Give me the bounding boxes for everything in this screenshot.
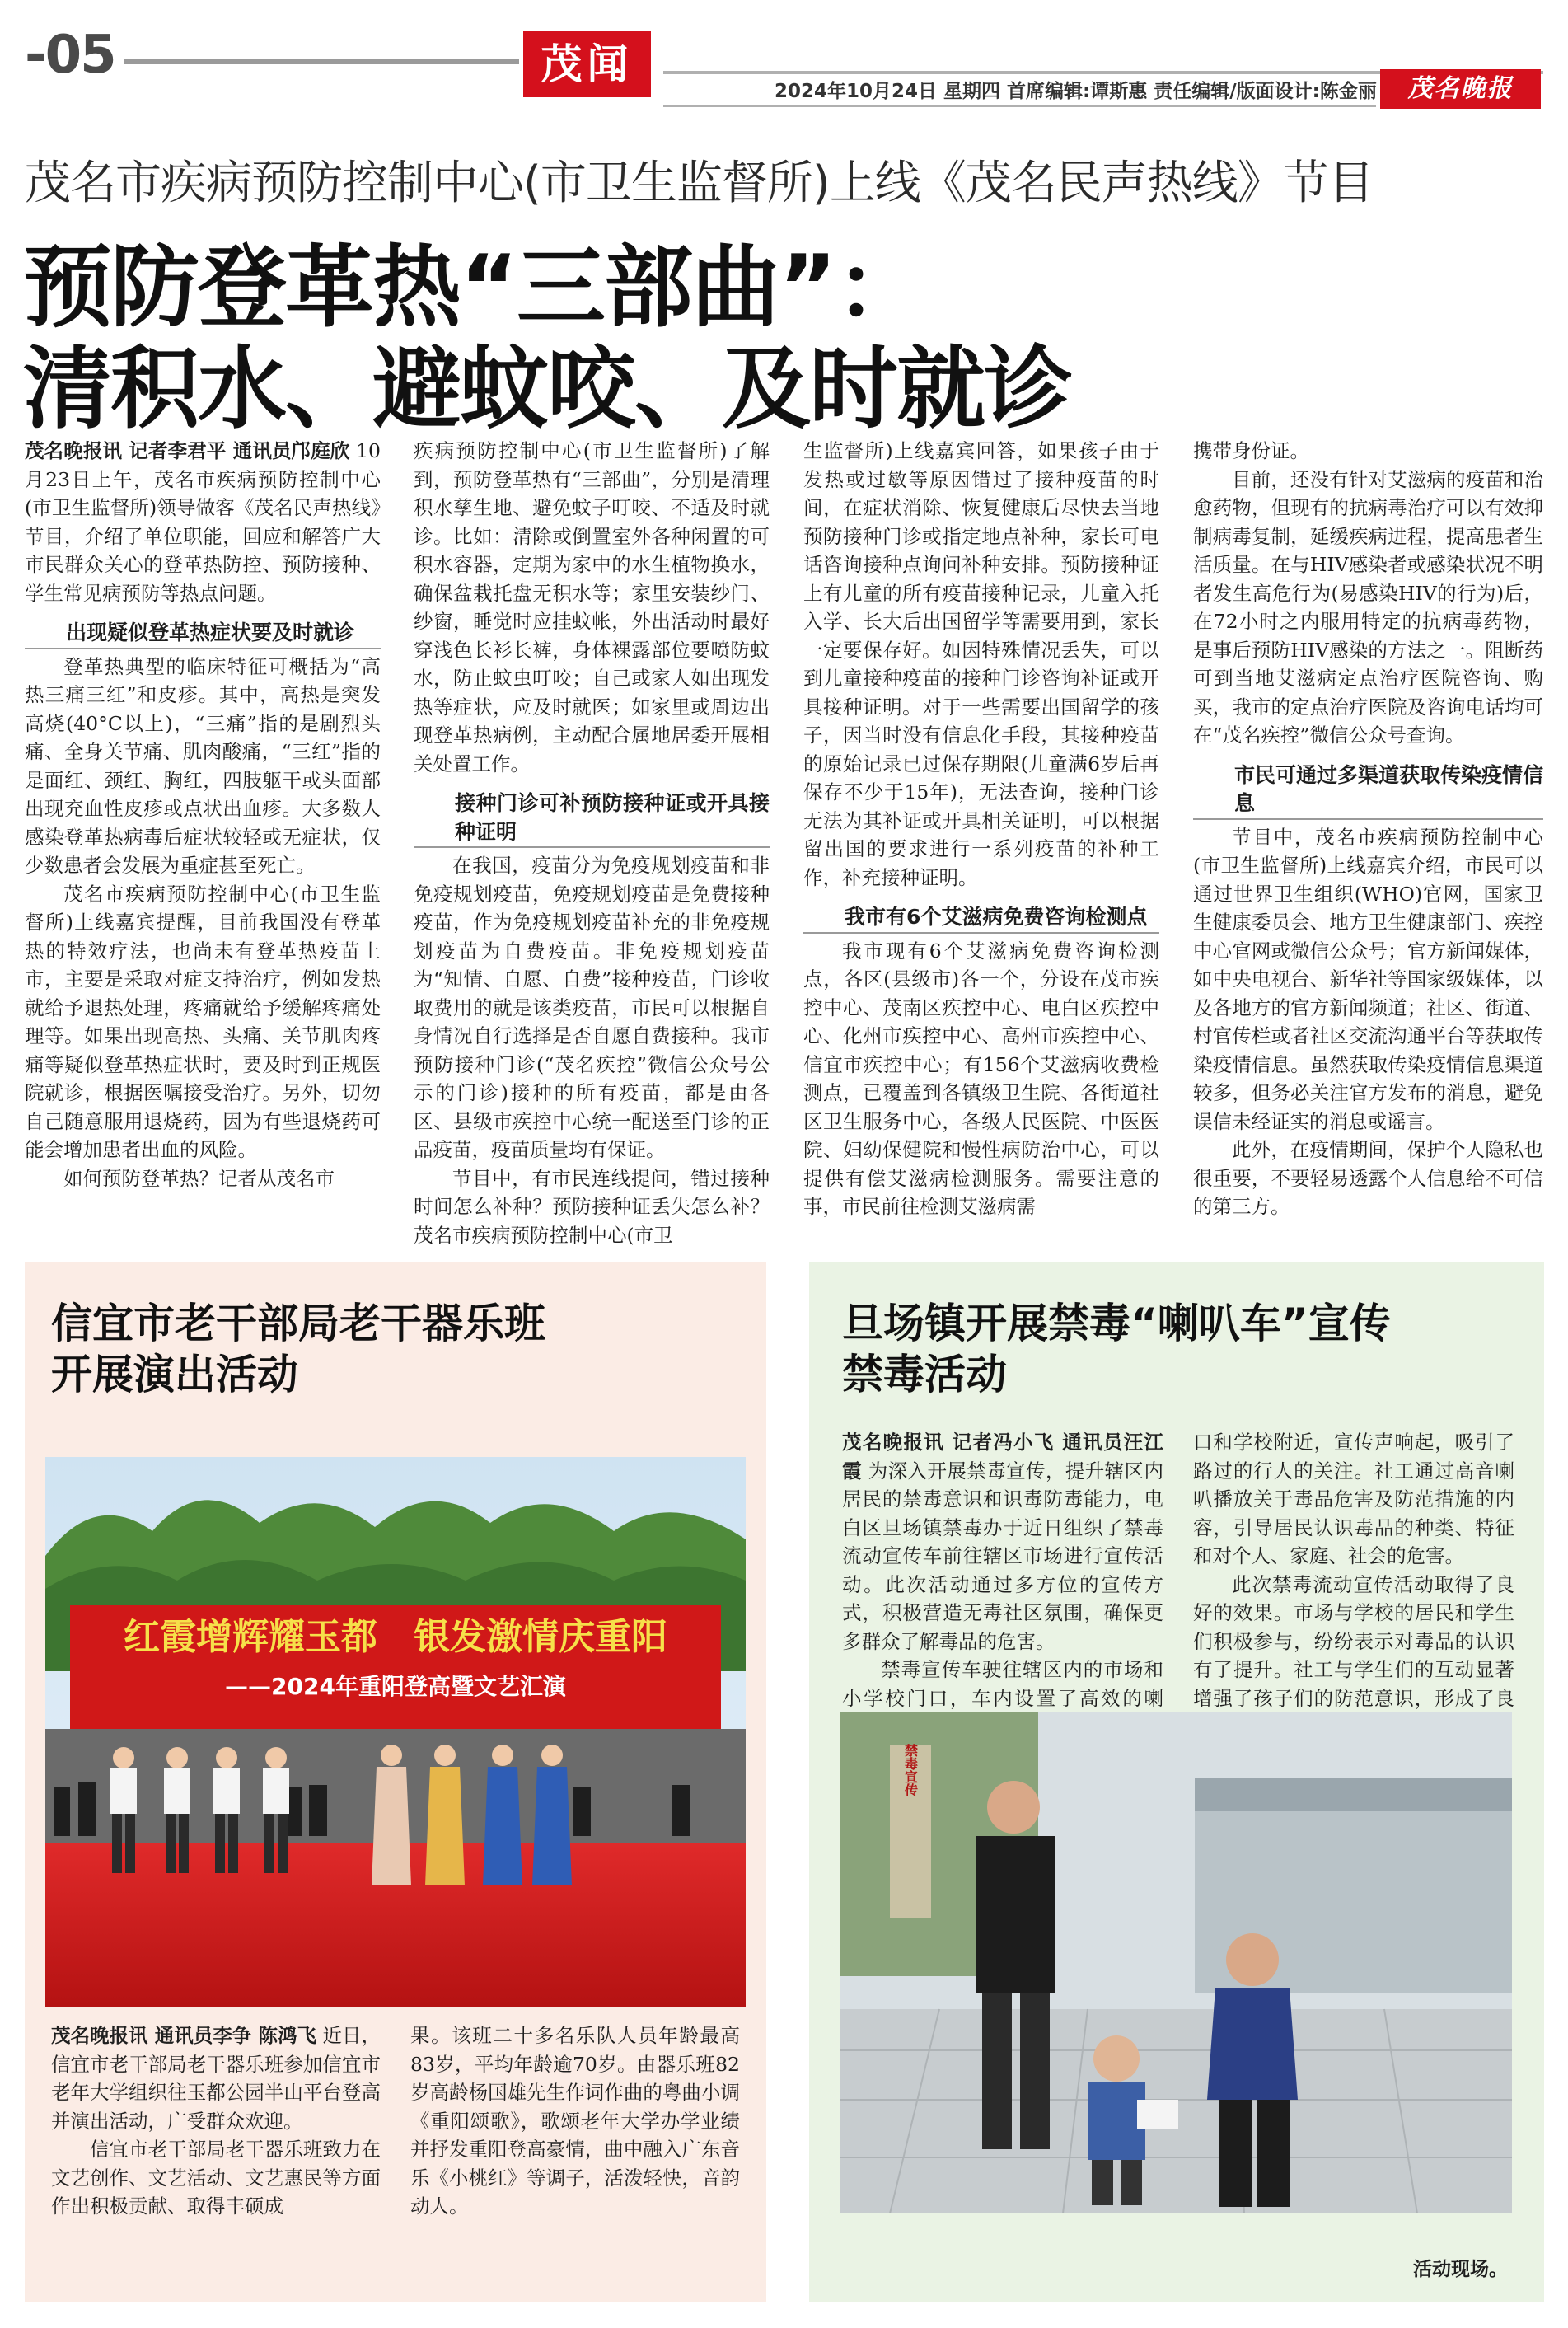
left-story-byline: 茂名晚报讯 通讯员李争 陈鸿飞 (51, 2024, 316, 2047)
article-column-1 (25, 437, 381, 1192)
left-story-title-line-1: 信宜市老干部局老干器乐班 (51, 1300, 545, 1347)
article-column-2 (414, 437, 770, 1249)
anti-drug-photo-illustration (840, 1712, 1512, 2213)
article-paragraph: 此外，在疫情期间，保护个人隐私也很重要，不要轻易透露个人信息给不可信的第三方。 (1193, 1138, 1543, 1218)
right-story-title-line-1: 旦场镇开展禁毒“喇叭车”宣传 (842, 1300, 1391, 1347)
article-column-4 (1193, 437, 1543, 1221)
masthead (0, 0, 1568, 124)
photo-caption: 活动现场。 (1413, 2259, 1508, 2280)
article-paragraph: 节目中，茂名市疾病预防控制中心(市卫生监督所)上线嘉宾介绍，市民可以通过世界卫生组织(WHO)官网，国家卫生健康委员会、地方卫生健康部门、疾控中心官网或微信公众号；官方新闻媒体，如中央电视台、新华社等国家级媒体，以及各地方的官方新闻频道；社区、街道、村官传栏或者社区交流沟通平台等获取传染疫情信息。虽然获取传染疫情信息渠道较多，但务必关注官方发布的消息，避免误信未经证实的消息或谣言。 (1193, 825, 1543, 1133)
performance-photo-illustration (45, 1457, 746, 2007)
article-paragraph: 目前，还没有针对艾滋病的疫苗和治愈药物，但现有的抗病毒治疗可以有效抑制病毒复制，延缓疾病进程，提高患者生活质量。在与HIV感染者或感染状况不明者发生高危行为(易感染HIV的行为)后，在72小时之内服用特定的抗病毒药物，是事后预防HIV感染的方法之一。阻断药可到当地艾滋病定点治疗医院咨询、购买，我市的定点治疗医院及咨询电话均可在“茂名疾控”微信公众号查询。 (1193, 467, 1543, 747)
left-story-paragraph: 信宜市老干部局老干器乐班致力在文艺创作、文艺活动、文艺惠民等方面作出积极贡献、取得丰硕成 (51, 2138, 381, 2218)
sign-text: 禁毒宣传 (902, 1744, 919, 1796)
section-label: 茂闻 (523, 31, 651, 97)
anti-drug-photo (840, 1712, 1512, 2213)
article-paragraph: 疾病预防控制中心(市卫生监督所)了解到，预防登革热有“三部曲”，分别是清理积水孳生地、避免蚊子叮咬、不适及时就诊。比如：清除或倒置室外各种闲置的可积水容器，定期为家中的水生植物换水，确保盆栽托盘无积水等；家里安装纱门、纱窗，睡觉时应挂蚊帐，外出活动时最好穿浅色长衫长裤，身体裸露部位要喷防蚊水，防止蚊虫叮咬；自己或家人如出现发热等症状，应及时就医；如家里或周边出现登革热病例，主动配合属地居委开展相关处置工作。 (414, 439, 770, 775)
left-story-paragraph: 果。该班二十多名乐队人员年龄最高83岁，平均年龄逾70岁。由器乐班82岁高龄杨国雄先生作词作曲的粤曲小调《重阳颂歌》，歌颂老年大学办学业绩并抒发重阳登高豪情，曲中融入广东音乐《小桃红》等调子，活泼轻快，音韵动人。 (410, 2024, 740, 2218)
right-story-lead-text: 为深入开展禁毒宣传，提升辖区内居民的禁毒意识和识毒防毒能力，电白区旦场镇禁毒办于近日组织了禁毒流动宣传车前往辖区市场进行宣传活动。此次活动通过多方位的宣传方式，积极营造无毒社区氛围，确保更多群众了解毒品的危害。 (842, 1459, 1163, 1653)
article-lead-text: 10月23日上午，茂名市疾病预防控制中心(市卫生监督所)领导做客《茂名民声热线》节目，介绍了单位职能，回应和解答广大市民群众关心的登革热防控、预防接种、学生常见病预防等热点问题。 (25, 439, 381, 605)
page-number: -05 (25, 25, 115, 86)
right-story-column-1 (842, 1428, 1163, 1741)
left-story-lead-text: 近日，信宜市老干部局老干器乐班参加信宜市老年大学组织往玉都公园半山平台登高并演出活动，广受群众欢迎。 (51, 2024, 381, 2133)
right-story-paragraph: 此次禁毒流动宣传活动取得了良好的效果。市场与学校的居民和学生们积极参与，纷纷表示对毒品的认识有了提升。社工与学生们的互动显著增强了孩子们的防范意识，形成了良 (1193, 1572, 1514, 1710)
subhead-epidemic-info: 市民可通过多渠道获取传染疫情信息 (1193, 761, 1543, 820)
right-story-paragraph: 口和学校附近，宣传声响起，吸引了路过的行人的关注。社工通过高音喇叭播放关于毒品危害及防范措施的内容，引导居民认识毒品的种类、特征和对个人、家庭、社会的危害。 (1193, 1431, 1514, 1567)
article-paragraph: 在我国，疫苗分为免疫规划疫苗和非免疫规划疫苗，免疫规划疫苗是免费接种疫苗，作为免疫规划疫苗补充的非免疫规划疫苗为自费疫苗。非免疫规划疫苗为“知情、自愿、自费”接种疫苗，门诊收取费用的就是该类疫苗，市民可以根据自身情况自行选择是否自愿自费接种。我市预防接种门诊(“茂名疾控”微信公众号公示的门诊)接种的所有疫苗，都是由各区、县级市疾控中心统一配送至门诊的正品疫苗，疫苗质量均有保证。 (414, 854, 770, 1161)
headline-kicker: 茂名市疾病预防控制中心(市卫生监督所)上线《茂名民声热线》节目 (25, 157, 1374, 210)
banner-main-text: 红霞增辉耀玉都 银发激情庆重阳 (124, 1616, 667, 1658)
article-paragraph: 生监督所)上线嘉宾回答，如果孩子由于发热或过敏等原因错过了接种疫苗的时间，在症状消除、恢复健康后尽快去当地预防接种门诊或指定地点补种，家长可电话咨询接种点询问补种安排。预防接种证上有儿童的所有疫苗接种记录，儿童入托入学、长大后出国留学等需要用到，家长一定要保存好。如因特殊情况丢失，可以到儿童接种疫苗的接种门诊咨询补证或开具接种证明。对于一些需要出国留学的孩子，因当时没有信息化手段，其接种疫苗的原始记录已过保存期限(儿童满6岁后再保存不少于15年)，无法查询，接种门诊无法为其补证或开具相关证明，可以根据留出国的要求进行一系列疫苗的补种工作，补充接种证明。 (803, 439, 1159, 889)
article-paragraph: 如何预防登革热？记者从茂名市 (63, 1166, 335, 1190)
right-story-title-line-2: 禁毒活动 (842, 1351, 1007, 1398)
article-paragraph: 登革热典型的临床特征可概括为“高热三痛三红”和皮疹。其中，高热是突发高烧(40°C以上)，“三痛”指的是剧烈头痛、全身关节痛、肌肉酸痛，“三红”指的是面红、颈红、胸红，四肢躯干或头面部出现充血性皮疹或点状出血疹。大多数人感染登革热病毒后症状较轻或无症状，仅少数患者会发展为重症甚至死亡。 (25, 654, 381, 877)
left-story-lead (51, 2021, 381, 2135)
headline-line-2: 清积水、避蚊咬、及时就诊 (23, 338, 1072, 441)
performance-photo (45, 1457, 746, 2007)
article-column-3 (803, 437, 1159, 1221)
right-story-paragraph: 禁毒宣传车驶往辖区内的市场和小学校门口，车内设置了高效的喇 (842, 1658, 1163, 1710)
banner-sub-text: ——2024年重阳登高暨文艺汇演 (225, 1673, 566, 1700)
header-rule-bottom (663, 105, 1376, 107)
article-paragraph: 节目中，有市民连线提问，错过接种时间怎么补种？预防接种证丢失怎么补？茂名市疾病预防控制中心(市卫 (414, 1166, 770, 1247)
right-story-column-2 (1193, 1428, 1514, 1741)
newspaper-logo: 茂名晚报 (1380, 69, 1541, 109)
right-story-byline: 茂名晚报讯 记者冯小飞 通讯员汪江霞 (842, 1431, 1163, 1483)
article-paragraph: 我市现有6个艾滋病免费咨询检测点，各区(县级市)各一个，分设在茂市疾控中心、茂南区疾控中心、电白区疾控中心、化州市疾控中心、高州市疾控中心、信宜市疾控中心；有156个艾滋病收费检测点，已覆盖到各镇级卫生院、各街道社区卫生服务中心，各级人民医院、中医医院、妇幼保健院和慢性病防治中心，可以提供有偿艾滋病检测服务。需要注意的事，市民前往检测艾滋病需 (803, 939, 1159, 1218)
article-paragraph: 茂名市疾病预防控制中心(市卫生监督所)上线嘉宾提醒，目前我国没有登革热的特效疗法，也尚未有登革热疫苗上市，主要是采取对症支持治疗，例如发热就给予退热处理，疼痛就给予缓解疼痛处理等。如果出现高热、头痛、关节肌肉疼痛等疑似登革热症状时，要及时到正规医院就诊，根据医嘱接受治疗。另外，切勿自己随意服用退烧药，因为有些退烧药可能会增加患者出血的风险。 (25, 882, 381, 1161)
right-story-lead (842, 1428, 1163, 1656)
issue-info: 2024年10月24日 星期四 首席编辑:谭斯惠 责任编辑/版面设计:陈金丽 (775, 81, 1377, 102)
left-story-column-2 (410, 2021, 740, 2221)
article-byline: 茂名晚报讯 记者李君平 通讯员邝庭欣 (25, 439, 350, 462)
left-story-column-1 (51, 2021, 381, 2221)
article-paragraph: 携带身份证。 (1193, 439, 1309, 462)
subhead-vaccination-certificate: 接种门诊可补预防接种证或开具接种证明 (414, 789, 770, 848)
subhead-dengue-symptoms: 出现疑似登革热症状要及时就诊 (25, 619, 381, 649)
article-lead-paragraph (25, 437, 381, 607)
headline-line-1: 预防登革热“三部曲”： (23, 237, 923, 340)
left-story-title-line-2: 开展演出活动 (51, 1351, 298, 1398)
subhead-aids-testing: 我市有6个艾滋病免费咨询检测点 (803, 903, 1159, 934)
page-number-rule (124, 59, 519, 64)
